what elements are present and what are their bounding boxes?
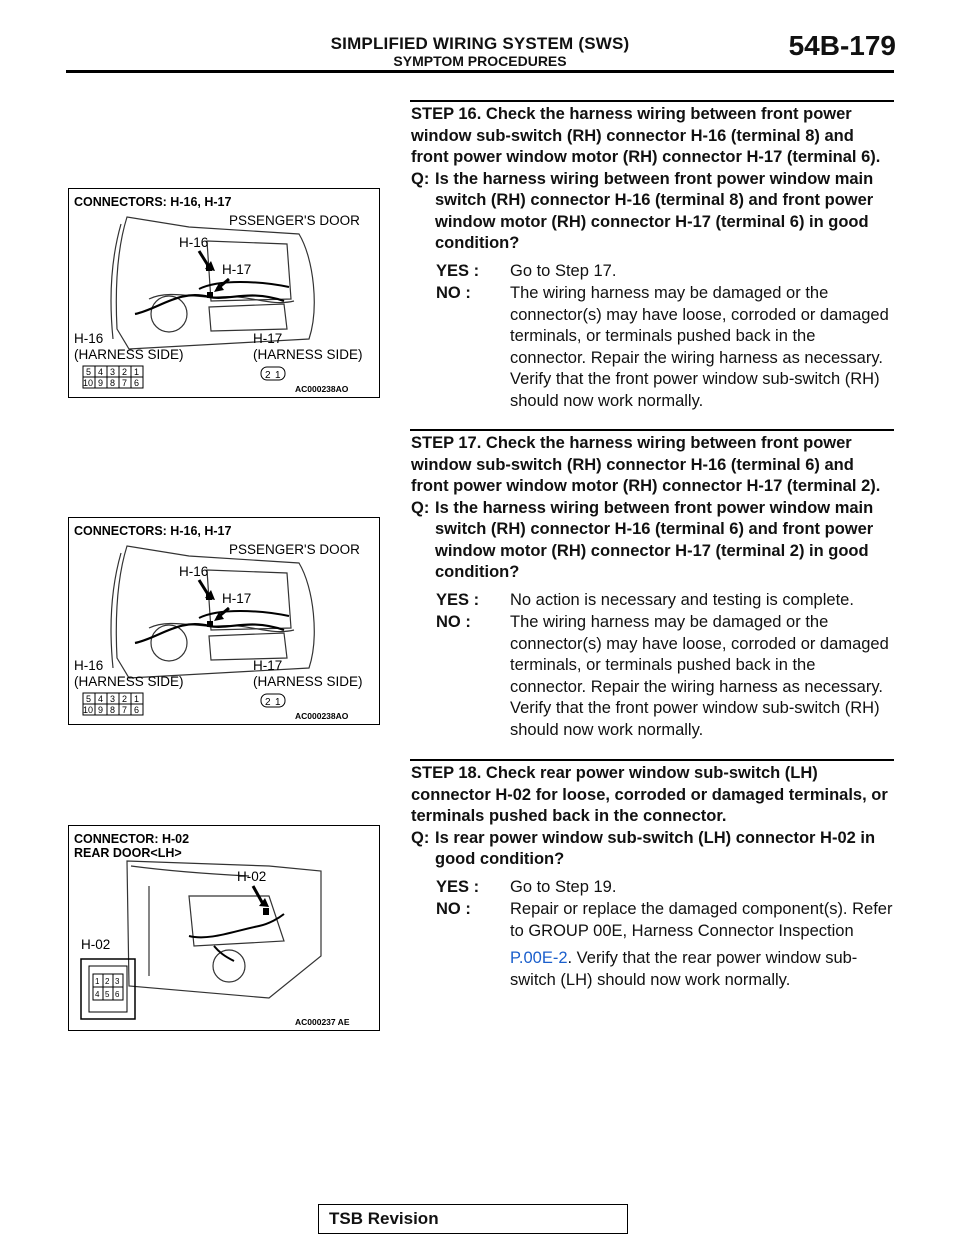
step-17-rule: [410, 429, 894, 431]
step-18-yes: [411, 877, 895, 899]
door-label: PSSENGER'S DOOR: [229, 542, 360, 557]
tsb-revision-label: TSB Revision: [329, 1209, 439, 1228]
pin: 5: [105, 990, 110, 999]
group-00e-link[interactable]: P.00E-2: [510, 949, 568, 967]
figure-title: CONNECTOR: H-02: [74, 832, 190, 846]
step-17-no: [411, 612, 895, 741]
step-18-title: STEP 18. Check rear power window sub-switch (LH) connector H-02 for loose, corroded or damaged terminals, or terminals pushed back in the connector.: [411, 764, 888, 825]
no-label: NO :: [436, 284, 471, 302]
pin: 1: [95, 977, 100, 986]
question-text: Is rear power window sub-switch (LH) connector H-02 in good condition?: [435, 828, 876, 868]
yes-label: YES :: [436, 877, 480, 896]
connector-h16-face: [83, 693, 143, 715]
harness-wire: [189, 914, 284, 937]
pin: 9: [98, 378, 104, 388]
pin: 5: [86, 694, 92, 704]
pin: 4: [98, 694, 104, 704]
step-18-no: [411, 899, 895, 991]
connector-h17-face: [261, 694, 285, 708]
step-18-question: [411, 828, 895, 871]
step-16: [411, 104, 895, 412]
harness-wire-2: [199, 611, 289, 618]
pin: 1: [134, 694, 140, 704]
connector-h02-marker: [263, 908, 269, 915]
pin: 6: [134, 705, 140, 715]
step-17-title: STEP 17. Check the harness wiring between front power window sub-switch (RH) connector H-16 (terminal 6) and front power window motor (RH) connector H-17 (terminal 2).: [411, 434, 881, 495]
left-label: H-02: [81, 937, 111, 952]
question-text: Is the harness wiring between front power window main switch (RH) connector H-16 (terminal 6) and front power window motor (RH) connector H-17 (terminal 2) in good condition?: [435, 498, 874, 581]
question-label: Q:: [411, 169, 430, 188]
connector-h17-face: [261, 367, 285, 381]
pin: 2: [122, 367, 128, 377]
section-subtitle: SYMPTOM PROCEDURES: [393, 53, 567, 69]
header-rule: [66, 70, 894, 73]
step-17: [411, 433, 895, 741]
right-label-1: H-17: [253, 331, 283, 346]
pin: 4: [98, 367, 104, 377]
yes-text: Go to Step 17.: [510, 261, 617, 280]
no-text-part2: . Verify that the rear power window sub-switch (LH) should now work normally.: [510, 949, 858, 989]
connector-h17-marker: [207, 621, 213, 627]
door-label: PSSENGER'S DOOR: [229, 213, 360, 228]
callout-h17: H-17: [222, 262, 252, 277]
connector-h02-face: [81, 959, 135, 1019]
no-text: [486, 899, 895, 991]
no-label: NO :: [436, 900, 471, 918]
pin: 1: [134, 367, 140, 377]
left-label-1: H-16: [74, 658, 104, 673]
step-16-yes: [411, 261, 895, 283]
figure-connectors-h16-h17-b: [68, 517, 380, 725]
figure-title: CONNECTORS: H-16, H-17: [74, 524, 232, 538]
pin: 10: [83, 705, 94, 715]
yes-text: No action is necessary and testing is complete.: [510, 590, 854, 609]
right-label-2: (HARNESS SIDE): [253, 347, 363, 362]
pin: 8: [110, 378, 116, 388]
step-17-yes: [411, 590, 895, 612]
figure-subtitle: REAR DOOR<LH>: [74, 846, 182, 860]
pin: 4: [95, 990, 100, 999]
step-18-rule: [410, 759, 894, 761]
left-label-1: H-16: [74, 331, 104, 346]
yes-label: YES :: [436, 261, 480, 280]
pin: 1: [275, 370, 281, 381]
no-text: The wiring harness may be damaged or the connector(s) may have loose, corroded or damaged terminals, or terminals pushed back in the connector. Repair the wiring harness as necessary. Verify that the front power window sub-switch (RH) should now work normally.: [510, 284, 889, 410]
pin: 3: [110, 367, 116, 377]
question-label: Q:: [411, 498, 430, 517]
door-drawing: [111, 217, 314, 349]
left-label-2: (HARNESS SIDE): [74, 347, 184, 362]
step-18: [411, 763, 895, 991]
pin: 2: [265, 370, 271, 381]
pin: 7: [122, 705, 128, 715]
pin: 2: [105, 977, 110, 986]
pin: 8: [110, 705, 116, 715]
yes-text: Go to Step 19.: [510, 877, 617, 896]
yes-label: YES :: [436, 590, 480, 609]
section-title: SIMPLIFIED WIRING SYSTEM (SWS): [330, 34, 630, 53]
figure-code: AC000238AO: [295, 711, 349, 721]
no-text-para2: [510, 948, 895, 991]
step-16-question: [411, 169, 895, 255]
pin: 3: [110, 694, 116, 704]
question-label: Q:: [411, 828, 430, 847]
no-label: NO :: [436, 613, 471, 631]
figure-code: AC000238AO: [295, 384, 349, 394]
pin: 2: [122, 694, 128, 704]
pin: 9: [98, 705, 104, 715]
tsb-revision-box: [318, 1204, 628, 1234]
pin: 2: [265, 697, 271, 708]
rear-door-drawing: [127, 861, 321, 998]
page-number: 54B-179: [788, 30, 896, 61]
harness-wire-2: [214, 946, 234, 961]
pin: 3: [115, 977, 120, 986]
callout-h17: H-17: [222, 591, 252, 606]
harness-wire-2: [199, 282, 289, 289]
figure-connectors-h16-h17: [68, 188, 380, 398]
pin: 5: [86, 367, 92, 377]
connector-h17-marker: [207, 292, 213, 298]
callout-h16: H-16: [179, 235, 209, 250]
right-label-2: (HARNESS SIDE): [253, 674, 363, 689]
no-text: The wiring harness may be damaged or the connector(s) may have loose, corroded or damaged terminals, or terminals pushed back in the connector. Repair the wiring harness as necessary. Verify that the front power window sub-switch (RH) should now work normally.: [510, 613, 889, 739]
pin: 7: [122, 378, 128, 388]
step-16-title: STEP 16. Check the harness wiring between front power window sub-switch (RH) connector H-16 (terminal 8) and front power window motor (RH) connector H-17 (terminal 6).: [411, 105, 881, 166]
callout-h02: H-02: [237, 869, 267, 884]
step-16-rule: [410, 100, 894, 102]
left-label-2: (HARNESS SIDE): [74, 674, 184, 689]
door-drawing: [111, 546, 314, 678]
figure-code: AC000237 AE: [295, 1017, 350, 1027]
step-17-question: [411, 498, 895, 584]
right-label-1: H-17: [253, 658, 283, 673]
pin: 6: [115, 990, 120, 999]
figure-title: CONNECTORS: H-16, H-17: [74, 195, 232, 209]
question-text: Is the harness wiring between front power window main switch (RH) connector H-16 (terminal 8) and front power window motor (RH) connector H-17 (terminal 6) in good condition?: [435, 169, 874, 252]
step-16-no: [411, 283, 895, 412]
pin: 6: [134, 378, 140, 388]
connector-h16-face: [83, 366, 143, 388]
no-text-part1: Repair or replace the damaged component(s). Refer to GROUP 00E, Harness Connector Inspection: [510, 900, 893, 940]
figure-connector-h02: [68, 825, 380, 1031]
callout-h16: H-16: [179, 564, 209, 579]
pin: 10: [83, 378, 94, 388]
arrow-h02: [253, 886, 263, 904]
pin: 1: [275, 697, 281, 708]
